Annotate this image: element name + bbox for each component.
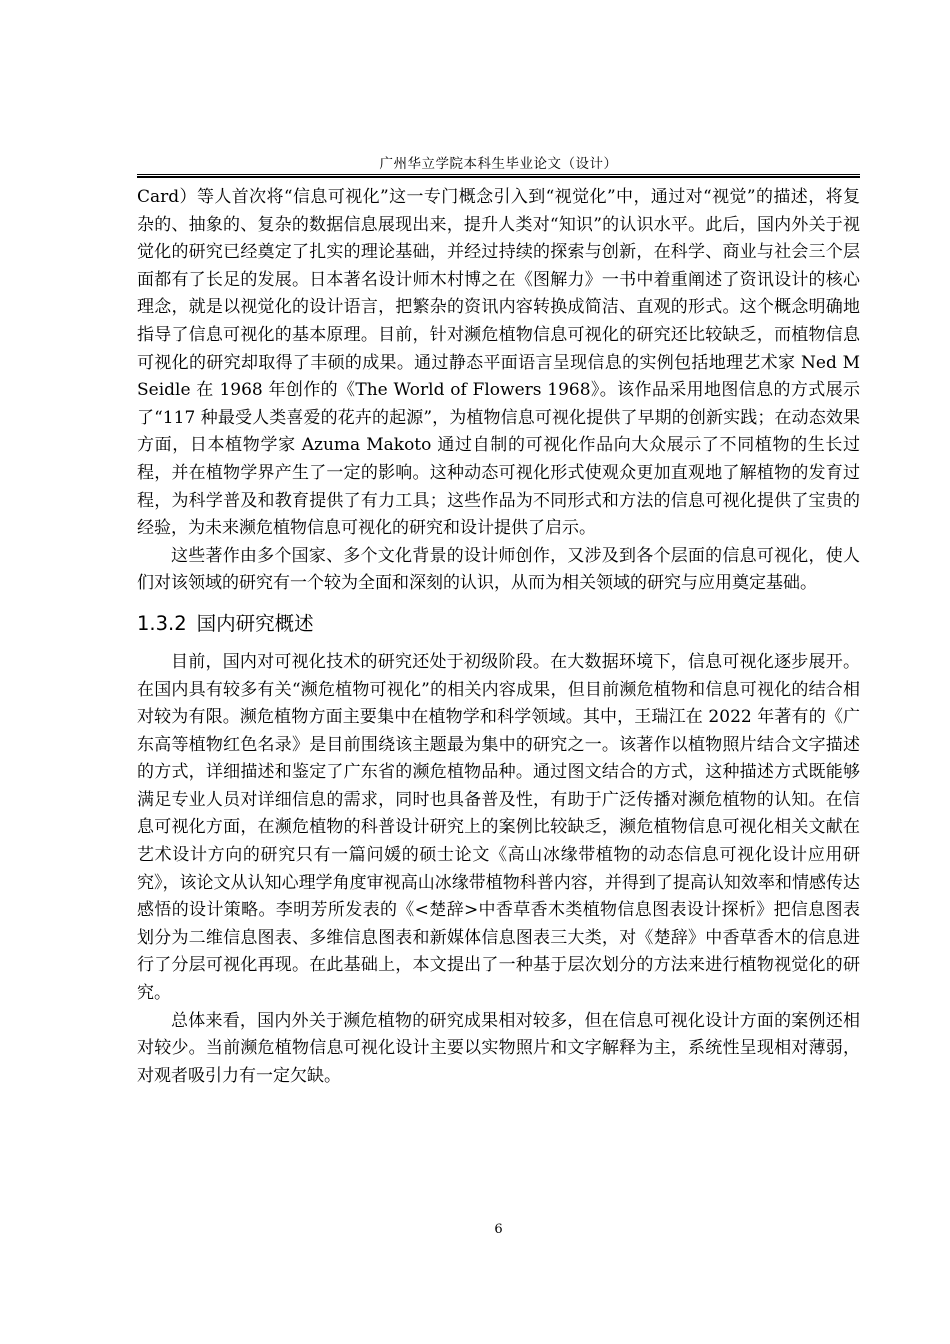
header-rule (137, 174, 860, 178)
page-body (137, 184, 860, 1090)
section-heading (137, 610, 860, 638)
section-number: 1.3.2 (137, 611, 187, 635)
body-paragraph-1: Card）等人首次将“信息可视化”这一专门概念引入到“视觉化”中，通过对“视觉”的描述，将复杂的、抽象的、复杂的数据信息展现出来，提升人类对“知识”的认识水平。此后，国内外关于视觉化的研究已经奠定了扎实的理论基础，并经过持续的探索与创新，在科学、商业与社会三个层面都有了长足的发展。日本著名设计师木村博之在《图解力》一书中着重阐述了资讯设计的核心理念，就是以视觉化的设计语言，把繁杂的资讯内容转换成简洁、直观的形式。这个概念明确地指导了信息可视化的基本原理。目前，针对濒危植物信息可视化的研究还比较缺乏，而植物信息可视化的研究却取得了丰硕的成果。通过静态平面语言呈现信息的实例包括地理艺术家 Ned M Seidle 在 1968 年创作的《The World of Flowers 1968》。该作品采用地图信息的方式展示了“117 种最受人类喜爱的花卉的起源”，为植物信息可视化提供了早期的创新实践；在动态效果方面，日本植物学家 Azuma Makoto 通过自制的可视化作品向大众展示了不同植物的生长过程，并在植物学界产生了一定的影响。这种动态可视化形式使观众更加直观地了解植物的发育过程，为科学普及和教育提供了有力工具；这些作品为不同形式和方法的信息可视化提供了宝贵的经验，为未来濒危植物信息可视化的研究和设计提供了启示。 (137, 187, 860, 539)
section-title: 国内研究概述 (196, 611, 314, 635)
running-header: 广州华立学院本科生毕业论文（设计） (379, 156, 618, 172)
body-paragraph-3: 目前，国内对可视化技术的研究还处于初级阶段。在大数据环境下，信息可视化逐步展开。在国内具有较多有关“濒危植物可视化”的相关内容成果，但目前濒危植物和信息可视化的结合相对较为有限。濒危植物方面主要集中在植物学和科学领域。其中，王瑞江在 2022 年著有的《广东高等植物红色名录》是目前围绕该主题最为集中的研究之一。该著作以植物照片结合文字描述的方式，详细描述和鉴定了广东省的濒危植物品种。通过图文结合的方式，这种描述方式既能够满足专业人员对详细信息的需求，同时也具备普及性，有助于广泛传播对濒危植物的认知。在信息可视化方面，在濒危植物的科普设计研究上的案例比较缺乏，濒危植物信息可视化相关文献在艺术设计方向的研究只有一篇问媛的硕士论文《高山冰缘带植物的动态信息可视化设计应用研究》，该论文从认知心理学角度审视高山冰缘带植物科普内容，并得到了提高认知效率和情感传达感悟的设计策略。李明芳所发表的《<楚辞>中香草香木类植物信息图表设计探析》把信息图表划分为二维信息图表、多维信息图表和新媒体信息图表三大类，对《楚辞》中香草香木的信息进行了分层可视化再现。在此基础上，本文提出了一种基于层次划分的方法来进行植物视觉化的研究。 (137, 651, 860, 1004)
body-paragraph-2: 这些著作由多个国家、多个文化背景的设计师创作，又涉及到各个层面的信息可视化，使人们对该领域的研究有一个较为全面和深刻的认识，从而为相关领域的研究与应用奠定基础。 (137, 545, 860, 594)
page-number: 6 (494, 1222, 503, 1237)
body-paragraph-4: 总体来看，国内外关于濒危植物的研究成果相对较多，但在信息可视化设计方面的案例还相对较少。当前濒危植物信息可视化设计主要以实物照片和文字解释为主，系统性呈现相对薄弱，对观者吸引力有一定欠缺。 (137, 1010, 860, 1086)
